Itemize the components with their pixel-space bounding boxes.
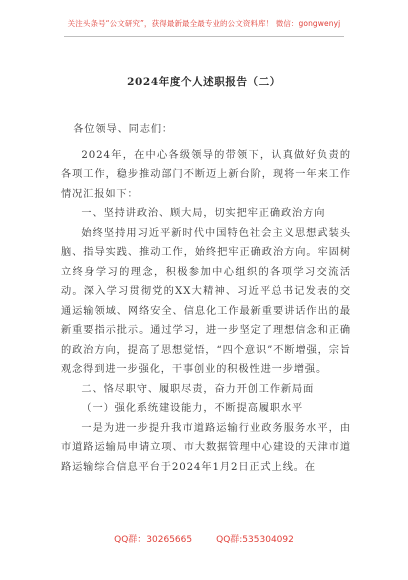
document-title: 2024年度个人述职报告（二） xyxy=(127,76,281,88)
paragraph-intro: 2024年，在中心各级领导的带领下，认真做好负责的各项工作，稳步推动部门不断迈上新台阶，现将一年来工作情况汇报如下： xyxy=(61,149,351,200)
paragraph-politics: 始终坚持用习近平新时代中国特色社会主义思想武装头脑、指导实践、推动工作，始终把牢正确政治方向。牢固树立终身学习的理念，积极参加中心组织的各项学习交流活动。深入学习贯彻党的XX大精神、习近平总书记发表的交通运输领域、网络安全、信息化工作最新重要讲话作出的最新重要指示批示。通过学习，进一步坚定了理想信念和正确的政治方向，提高了思想觉悟，“四个意识”不断增强，宗旨观念得到进一步强化，干事创业的积极性进一步增强。 xyxy=(61,227,351,375)
paragraph-system-building: 一是为进一步提升我市道路运输行业政务服务水平，由市道路运输局申请立项、市大数据管理中心建设的天津市道路运输综合信息平台于2024年1月2日正式上线。在 xyxy=(61,422,351,473)
footer-qq-group-2: QQ群:535304092 xyxy=(216,535,294,545)
footer-qq-group-1: QQ群：30265665 xyxy=(114,535,193,545)
footer-contact xyxy=(0,532,408,545)
subsection-heading-1: （一）强化系统建设能力，不断提高履职水平 xyxy=(81,403,304,414)
section-heading-2: 二、恪尽职守、履职尽责，奋力开创工作新局面 xyxy=(81,383,315,395)
document-body xyxy=(61,120,351,477)
salutation: 各位领导、同志们： xyxy=(73,124,174,135)
section-heading-1: 一、坚持讲政治、顾大局，切实把牢正确政治方向 xyxy=(81,208,326,219)
header-promo-note: 关注头条号“公文研究”，获得最新最全最专业的公文资料库！ 微信：gongwenyj xyxy=(67,19,341,28)
header-divider xyxy=(64,36,344,37)
